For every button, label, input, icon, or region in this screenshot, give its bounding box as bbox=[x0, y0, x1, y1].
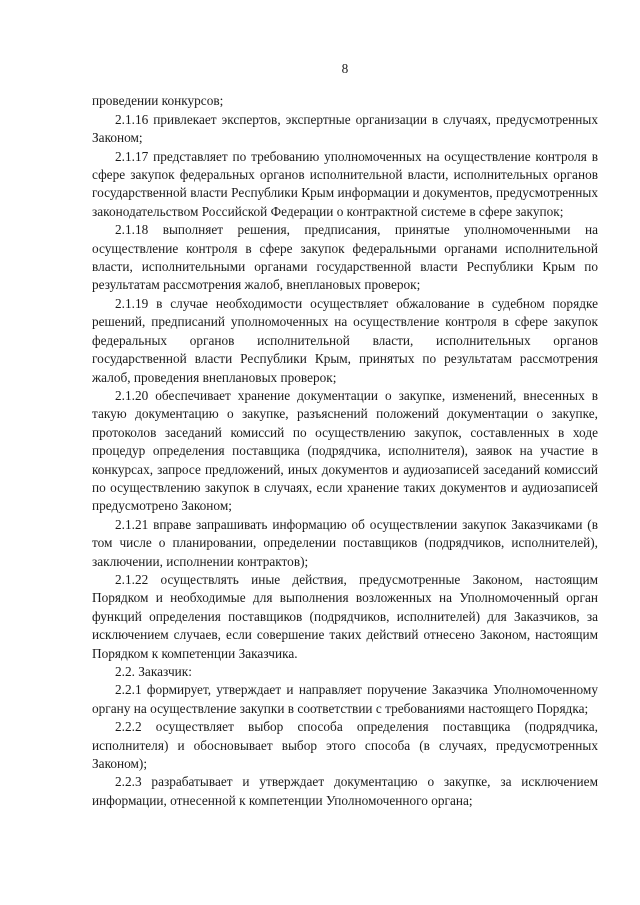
paragraph-2-1-20: 2.1.20 обеспечивает хранение документации о закупке, изменений, внесенных в такую документацию о закупке, разъяснений положений документации о закупке, протоколов заседаний комиссий по осуществлению закупок, составленных в ходе процедур определения поставщика (подрядчика, исполнителя), заявок на участие в конкурсах, запросе предложений, иных документов и аудиозаписей заседаний комиссий по осуществлению закупок в случаях, если хранение таких документов и аудиозаписей предусмотрено Законом; bbox=[92, 387, 598, 514]
paragraph-2-2-1: 2.2.1 формирует, утверждает и направляет поручение Заказчика Уполномоченному органу на осуществление закупки в соответствии с требованиями настоящего Порядка; bbox=[92, 682, 598, 716]
paragraph-2-2-3: 2.2.3 разрабатывает и утверждает документацию о закупке, за исключением информации, отнесенной к компетенции Уполномоченного органа; bbox=[92, 774, 598, 808]
paragraph-continuation: проведении конкурсов; bbox=[92, 93, 224, 109]
paragraph-2-1-21: 2.1.21 вправе запрашивать информацию об осуществлении закупок Заказчиками (в том числе о планировании, определении поставщиков (подрядчиков, исполнителей), заключении, исполнении контрактов); bbox=[92, 516, 598, 569]
paragraph-2-1-17: 2.1.17 представляет по требованию уполномоченных на осуществление контроля в сфере закупок федеральных органов исполнительной власти, исполнительных органов государственной власти Республики Крым информации и документов, предусмотренных законодательством Российской Федерации о контрактной системе в сфере закупок; bbox=[92, 148, 598, 219]
section-heading-2-2: 2.2. Заказчик: bbox=[115, 664, 192, 679]
paragraph-2-1-19: 2.1.19 в случае необходимости осуществляет обжалование в судебном порядке решений, предписаний уполномоченных на осуществление контроля в сфере закупок федеральных органов исполнительной власти, исполнительных органов государственной власти Республики Крым, принятых по результатам рассмотрения жалоб, проведения внеплановых проверок; bbox=[92, 295, 598, 385]
document-page bbox=[92, 60, 598, 810]
page-number: 8 bbox=[341, 61, 349, 76]
paragraph-2-1-16: 2.1.16 привлекает экспертов, экспертные организации в случаях, предусмотренных Законом; bbox=[92, 111, 598, 146]
paragraph-2-1-18: 2.1.18 выполняет решения, предписания, принятые уполномоченными на осуществление контроля в сфере закупок федеральными органами исполнительной власти, исполнительными органами государственной власти Республики Крым по результатам рассмотрения жалоб, внеплановых проверок; bbox=[92, 222, 598, 293]
paragraph-2-2-2: 2.2.2 осуществляет выбор способа определения поставщика (подрядчика, исполнителя) и обосновывает выбор этого способа (в случаях, предусмотренных Законом); bbox=[92, 719, 598, 772]
paragraph-2-1-22: 2.1.22 осуществлять иные действия, предусмотренные Законом, настоящим Порядком и необходимые для выполнения возложенных на Уполномоченный орган функций определения поставщиков (подрядчиков, исполнителей) для Заказчиков, за исключением случаев, если совершение таких действий отнесено Законом, настоящим Порядком к компетенции Заказчика. bbox=[92, 571, 598, 661]
